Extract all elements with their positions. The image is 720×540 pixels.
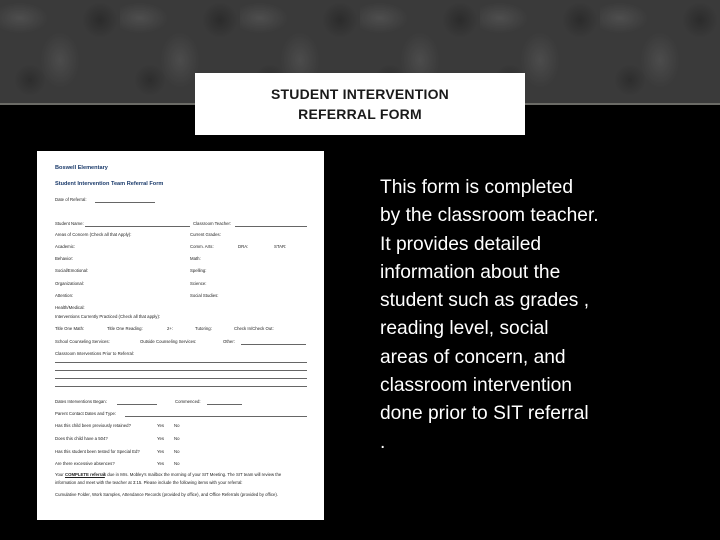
- interventions-label: Interventions Currently Practiced (Check all that apply):: [55, 314, 161, 319]
- blank-line: [55, 378, 307, 379]
- student-name-label: Student Name:: [55, 221, 84, 226]
- intervention-check-in-out: Check In/Check Out:: [234, 326, 274, 331]
- body-line: This form is completed: [380, 177, 573, 198]
- question-special-ed: Has this student been tested for Special Ed?: [55, 449, 140, 454]
- answer-yes: Yes: [157, 423, 165, 428]
- classroom-interventions-label: Classroom Interventions Prior to Referral:: [55, 351, 135, 356]
- blank-line: [55, 386, 307, 387]
- school-name: Boswell Elementary: [55, 165, 108, 171]
- grade-star: STAR:: [274, 244, 287, 249]
- blank-line: [55, 370, 307, 371]
- footer-line-3: Cumulative Folder, Work Samples, Attendance Records (provided by office), and Office Referrals (provided by office).: [55, 492, 278, 497]
- blank-line: [55, 362, 307, 363]
- answer-no: No: [174, 449, 180, 454]
- intervention-title-one-reading: Title One Reading:: [107, 326, 143, 331]
- concern-attention: Attention:: [55, 293, 74, 298]
- intervention-2plus: 2+:: [167, 326, 174, 331]
- classroom-teacher-label: Classroom Teacher:: [193, 221, 232, 226]
- body-line: It provides detailed: [380, 233, 542, 255]
- question-retained: Has this child been previously retained?: [55, 423, 131, 428]
- concern-social-emotional: Social/Emotional:: [55, 268, 89, 273]
- body-line: reading level, social: [380, 318, 549, 340]
- answer-no: No: [174, 423, 180, 428]
- footer-line-1: is due in Mrs. Mobley's mailbox the morning of your SIT Meeting. The SIT team will review the: [103, 472, 282, 477]
- blank-line: [85, 226, 190, 227]
- date-of-referral-label: Date of Referral:: [55, 197, 87, 202]
- concern-behavior: Behavior:: [55, 256, 74, 261]
- body-line: student such as grades ,: [380, 290, 590, 312]
- intervention-tutoring: Tutoring:: [195, 326, 212, 331]
- answer-yes: Yes: [157, 436, 165, 441]
- intervention-other: Other:: [223, 339, 235, 344]
- dates-began-label: Dates Interventions Began:: [55, 399, 107, 404]
- body-line: information about the: [380, 261, 561, 283]
- form-title: Student Intervention Team Referral Form: [55, 181, 164, 187]
- answer-no: No: [174, 461, 180, 466]
- grade-science: Science:: [190, 281, 207, 286]
- body-line: areas of concern, and: [380, 346, 566, 368]
- current-grades-label: Current Grades:: [190, 232, 221, 237]
- footer-emphasis: COMPLETE referral: [65, 472, 105, 477]
- body-line: done prior to SIT referral: [380, 403, 589, 425]
- concern-academic: Academic:: [55, 244, 76, 249]
- grade-comm-arts: Comm. Arts:: [190, 244, 214, 249]
- slide-title-box: [195, 73, 525, 135]
- body-line: classroom intervention: [380, 375, 572, 397]
- intervention-outside-counseling: Outside Counseling Services:: [140, 339, 197, 344]
- answer-yes: Yes: [157, 449, 165, 454]
- question-absences: Are there excessive absences?: [55, 461, 115, 466]
- slide-body-text: [380, 174, 700, 457]
- blank-line: [125, 416, 307, 417]
- answer-yes: Yes: [157, 461, 165, 466]
- grade-math: Math:: [190, 256, 201, 261]
- parent-contact-label: Parent Contact Dates and Type:: [55, 411, 117, 416]
- grade-dra: DRA:: [238, 244, 249, 249]
- footer-line-2: information and meet with the teacher at 3:15. Please include the following items with your referral:: [55, 480, 243, 485]
- commenced-label: Commenced:: [175, 399, 201, 404]
- grade-social-studies: Social Studies:: [190, 293, 219, 298]
- question-504: Does this child have a 504?: [55, 436, 108, 441]
- footer-prefix: Your: [55, 472, 64, 477]
- slide-title-line-2: REFERRAL FORM: [298, 106, 422, 122]
- blank-line: [235, 226, 307, 227]
- intervention-title-one-math: Title One Math:: [55, 326, 85, 331]
- concern-health-medical: Health/Medical:: [55, 305, 85, 310]
- blank-line: [241, 344, 306, 345]
- concern-organizational: Organizational:: [55, 281, 84, 286]
- body-line: by the classroom teacher.: [380, 205, 599, 227]
- blank-line: [117, 404, 157, 405]
- answer-no: No: [174, 436, 180, 441]
- intervention-school-counseling: School Counseling Services:: [55, 339, 110, 344]
- slide-title-line-1: STUDENT INTERVENTION: [271, 86, 449, 102]
- body-line: .: [380, 431, 386, 453]
- grade-spelling: Spelling:: [190, 268, 207, 273]
- areas-of-concern-label: Areas of Concern (Check all that Apply):: [55, 232, 132, 237]
- blank-line: [95, 202, 155, 203]
- blank-line: [207, 404, 242, 405]
- referral-form-image: [37, 151, 324, 520]
